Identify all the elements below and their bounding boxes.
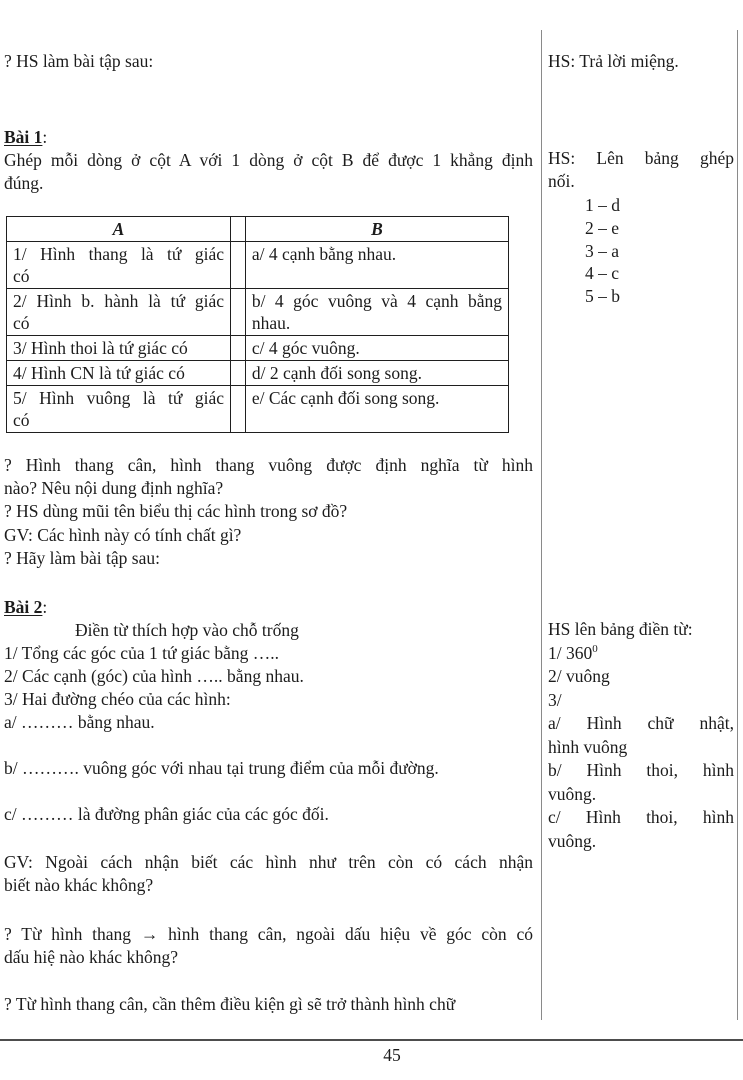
fill-answer-1: 1/ $360^0$ — [548, 642, 598, 663]
page-number: 45 — [383, 1045, 401, 1065]
table-row — [7, 289, 509, 336]
table-row — [7, 361, 509, 386]
teacher-question: GV: Ngoài cách nhận biết các hình như trên còn có cách nhận biết nào khác không? — [4, 852, 533, 895]
table-row — [7, 336, 509, 361]
right-column — [548, 0, 734, 1080]
fill-answer-3b-line-1: b/ Hình thoi, hình — [548, 760, 734, 780]
page-right-border-line — [737, 30, 738, 1020]
fill-answer-3c-line-1: c/ Hình thoi, hình — [548, 807, 734, 827]
cell-a-2: 2/ Hình b. hành là tứ giác có — [7, 289, 231, 336]
fill-item-1: 1/ Tổng các góc của 1 tứ giác bằng ….. — [4, 643, 279, 663]
fill-item-3c: c/ ……… là đường phân giác của các góc đối. — [4, 804, 329, 824]
fill-item-3: 3/ Hai đường chéo của các hình: — [4, 689, 231, 709]
fill-answer-2: 2/ vuông — [548, 666, 610, 686]
answer-oral: HS: Trả lời miệng. — [548, 51, 679, 71]
matching-table-wrap — [4, 216, 533, 433]
question-line: ? Hãy làm bài tập sau: — [4, 547, 160, 568]
cell-gap — [231, 336, 246, 361]
table-row — [7, 386, 509, 433]
exercise-1-instruction-line-1: Ghép mỗi dòng ở cột A với 1 dòng ở cột B để được 1 khẳng định — [4, 150, 533, 170]
question-line: ? Hình thang cân, hình thang vuông được định nghĩa từ hình — [4, 455, 533, 475]
exercise-2-subtitle: Điền từ thích hợp vào chỗ trống — [75, 620, 299, 640]
arrow-question: ? Từ hình thang → hình thang cân, ngoài dấu hiệu về góc còn có dấu hiệ nào khác không? — [4, 924, 533, 967]
answer-fill-block — [548, 618, 734, 853]
cell-gap — [231, 386, 246, 433]
exercise-1-instruction-line-2: đúng. — [4, 173, 44, 193]
footer-rule — [0, 1039, 743, 1041]
question-line: GV: Các hình này có tính chất gì? — [4, 524, 242, 545]
exercise-2-title: Bài 2 — [4, 597, 43, 617]
question-line: nào? Nêu nội dung định nghĩa? — [4, 478, 224, 499]
exercise-1-block — [4, 126, 533, 195]
table-header-b: B — [245, 217, 508, 242]
intro-question: ? HS làm bài tập sau: — [4, 51, 154, 71]
cell-a-5: 5/ Hình vuông là tứ giác có — [7, 386, 231, 433]
pair-item: 1 – d — [585, 195, 620, 215]
exercise-2-title-line — [4, 596, 533, 619]
cell-b-5: e/ Các cạnh đối song song. — [245, 386, 508, 433]
degree-superscript: 0 — [592, 642, 598, 655]
pair-item: 5 – b — [585, 286, 620, 307]
matching-pairs-list — [548, 194, 734, 308]
fill-item-3a: a/ ……… bằng nhau. — [4, 712, 155, 732]
final-question: ? Từ hình thang cân, cần thêm điều kiện gì sẽ trở thành hình chữ — [4, 994, 456, 1014]
exercise-1-title-line — [4, 126, 533, 149]
exercise-1-title-colon: : — [42, 127, 48, 147]
cell-gap — [231, 289, 246, 336]
cell-a-4: 4/ Hình CN là tứ giác có — [7, 361, 231, 386]
left-column — [4, 0, 533, 1080]
exercise-2-block — [4, 596, 533, 734]
fill-item-3b: b/ ………. vuông góc với nhau tại trung điểm của mỗi đường. — [4, 758, 439, 778]
cell-b-1: a/ 4 cạnh bằng nhau. — [245, 242, 508, 289]
matching-table — [6, 216, 509, 433]
pair-item: 3 – a — [585, 240, 620, 261]
fill-answer-3a-line-1: a/ Hình chữ nhật, — [548, 713, 734, 733]
table-header-gap — [231, 217, 246, 242]
fill-item-2: 2/ Các cạnh (góc) của hình ….. bằng nhau. — [4, 666, 304, 686]
cell-gap — [231, 242, 246, 289]
table-header-a: A — [7, 217, 231, 242]
fill-answer-3a-line-2: hình vuông — [548, 736, 628, 757]
fill-answer-3b-line-2: vuông. — [548, 783, 597, 804]
cell-a-3: 3/ Hình thoi là tứ giác có — [7, 336, 231, 361]
cell-a-1: 1/ Hình thang là tứ giác có — [7, 242, 231, 289]
question-line: ? HS dùng mũi tên biểu thị các hình trong sơ đồ? — [4, 501, 348, 522]
cell-b-2: b/ 4 góc vuông và 4 cạnh bằng nhau. — [245, 289, 508, 336]
answer-matching: HS: Lên bảng ghép nối. — [548, 148, 734, 191]
pair-item: 4 – c — [585, 263, 620, 284]
fill-answer-3c-line-2: vuông. — [548, 830, 597, 851]
table-row — [7, 242, 509, 289]
pair-item: 2 – e — [585, 217, 620, 238]
table-header-row — [7, 217, 509, 242]
exercise-1-title: Bài 1 — [4, 127, 43, 147]
answer-fill-intro: HS lên bảng điền từ: — [548, 619, 693, 639]
discussion-questions — [4, 454, 533, 570]
exercise-2-title-colon: : — [42, 597, 48, 617]
column-divider-line — [541, 30, 542, 1020]
cell-b-4: d/ 2 cạnh đối song song. — [245, 361, 508, 386]
cell-b-3: c/ 4 góc vuông. — [245, 336, 508, 361]
cell-gap — [231, 361, 246, 386]
fill-answer-3: 3/ — [548, 689, 562, 710]
